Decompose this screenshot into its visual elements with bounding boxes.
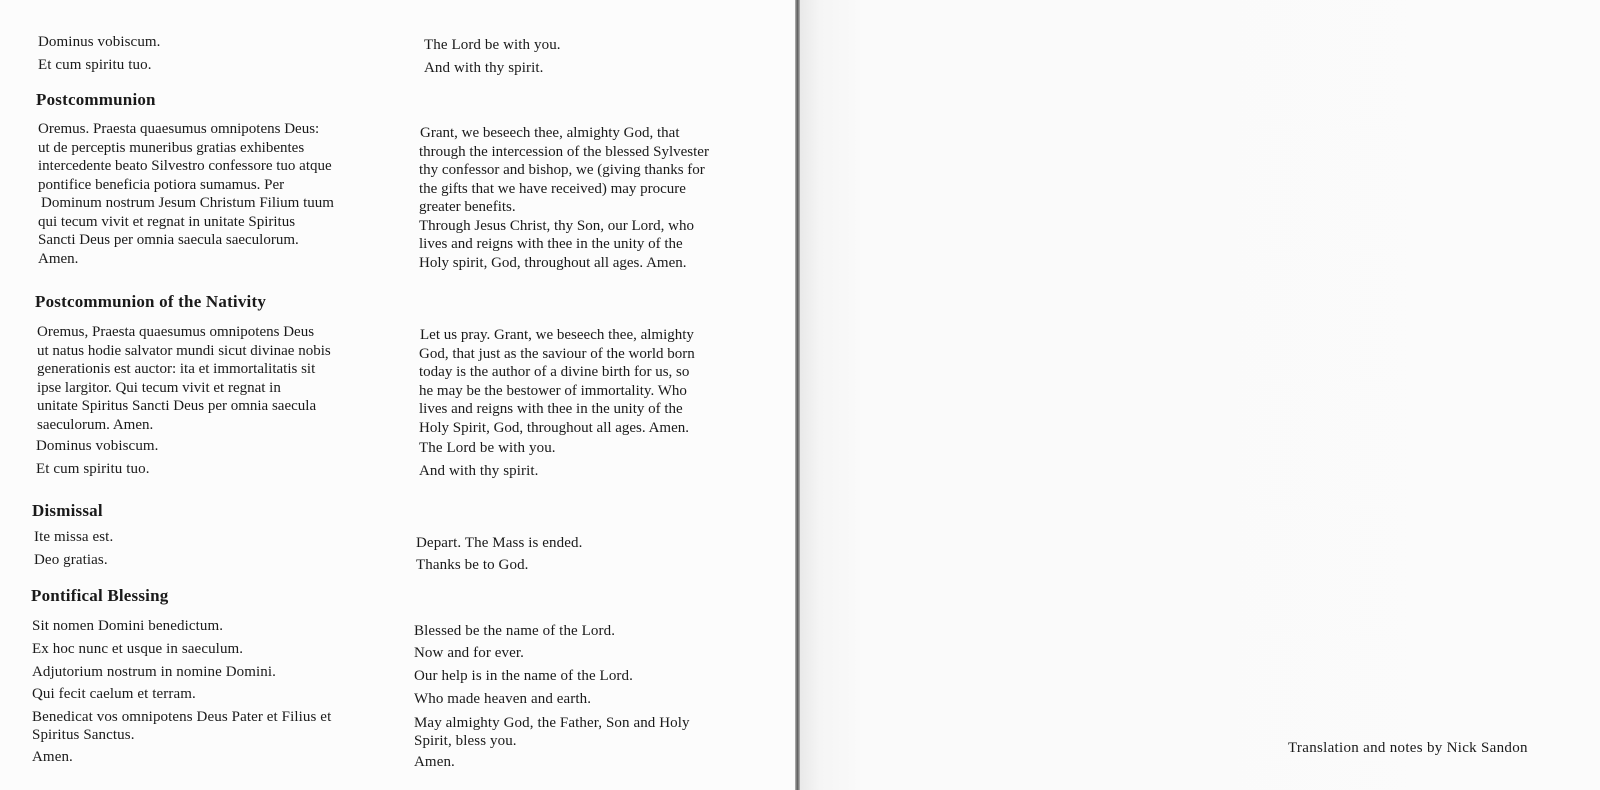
english-line: And with thy spirit. [419,463,539,479]
latin-line: ut de perceptis muneribus gratias exhibentes [38,139,305,156]
latin-line: pontifice beneficia potiora sumamus. Per [38,176,285,193]
postcommunion-latin [38,120,334,268]
left-page [0,0,796,790]
latin-line: generationis est auctor: ita et immortalitatis sit [37,361,316,377]
english-line: he may be the bestower of immortality. Who [419,382,687,399]
latin-line: Oremus. Praesta quaesumus omnipotens Deus: [38,121,320,137]
nativity-english [419,326,695,437]
english-line: Through Jesus Christ, thy Son, our Lord, who [419,217,694,234]
english-line: Who made heaven and earth. [414,691,592,707]
english-line: today is the author of a divine birth for us, so [419,364,690,380]
latin-line: Oremus, Praesta quaesumus omnipotens Deus [37,324,315,340]
english-line: Now and for ever. [414,645,524,661]
latin-line: Amen. [32,749,73,765]
latin-line: Et cum spiritu tuo. [36,461,150,477]
english-line: Holy spirit, God, throughout all ages. Amen. [419,254,687,271]
right-page [800,0,1600,790]
latin-line: Qui fecit caelum et terram. [32,686,196,702]
english-line: May almighty God, the Father, Son and Holy [414,715,690,731]
english-line: Let us pray. Grant, we beseech thee, almighty [420,327,694,343]
translation-credit: Translation and notes by Nick Sandon [1288,740,1528,756]
latin-line: saeculorum. Amen. [37,416,154,433]
section-heading-blessing: Pontifical Blessing [31,586,169,605]
english-line: greater benefits. [419,199,516,215]
latin-line: Sancti Deus per omnia saecula saeculorum. [38,232,299,248]
english-line: Our help is in the name of the Lord. [414,668,633,684]
latin-line: ut natus hodie salvator mundi sicut divinae nobis [37,342,331,359]
section-heading-dismissal: Dismissal [32,501,103,520]
latin-line: Adjutorium nostrum in nomine Domini. [32,664,277,680]
english-line: the gifts that we have received) may procure [419,180,686,197]
english-line: Holy Spirit, God, throughout all ages. Amen. [419,419,689,436]
english-line: Spirit, bless you. [414,733,517,749]
latin-line: unitate Spiritus Sancti Deus per omnia saecula [37,398,317,414]
english-line: lives and reigns with thee in the unity of the [419,401,683,417]
latin-line: Spiritus Sanctus. [32,727,135,743]
english-line: God, that just as the saviour of the world born [419,345,695,362]
latin-line: Dominus vobiscum. [38,34,161,50]
latin-line: qui tecum vivit et regnat in unitate Spiritus [38,213,296,230]
latin-line: Deo gratias. [34,552,108,568]
english-line: Depart. The Mass is ended. [416,535,583,551]
english-line: Blessed be the name of the Lord. [414,623,616,639]
postcommunion-english [419,124,709,272]
english-line: Amen. [414,754,455,770]
latin-line: Dominum nostrum Jesum Christum Filium tuum [41,195,334,211]
english-line: thy confessor and bishop, we (giving thanks for [419,162,705,178]
section-heading-nativity: Postcommunion of the Nativity [35,292,267,311]
latin-line: Et cum spiritu tuo. [38,57,152,73]
english-line: The Lord be with you. [424,37,561,53]
latin-line: Amen. [38,250,79,267]
english-line: lives and reigns with thee in the unity of the [419,236,683,252]
latin-line: Benedicat vos omnipotens Deus Pater et Filius et [32,709,332,725]
english-line: And with thy spirit. [424,60,544,76]
english-line: Thanks be to God. [416,557,529,573]
latin-line: Sit nomen Domini benedictum. [32,618,224,634]
english-line: Grant, we beseech thee, almighty God, that [420,125,680,141]
latin-line: ipse largitor. Qui tecum vivit et regnat in [37,379,281,396]
english-line: The Lord be with you. [419,440,556,456]
english-line: through the intercession of the blessed Sylvester [419,143,709,160]
latin-line: Ex hoc nunc et usque in saeculum. [32,641,244,657]
section-heading-postcommunion: Postcommunion [36,90,156,109]
latin-line: intercedente beato Silvestro confessore tuo atque [38,158,332,174]
nativity-latin [37,323,331,434]
latin-line: Dominus vobiscum. [36,438,159,454]
latin-line: Ite missa est. [34,529,114,545]
